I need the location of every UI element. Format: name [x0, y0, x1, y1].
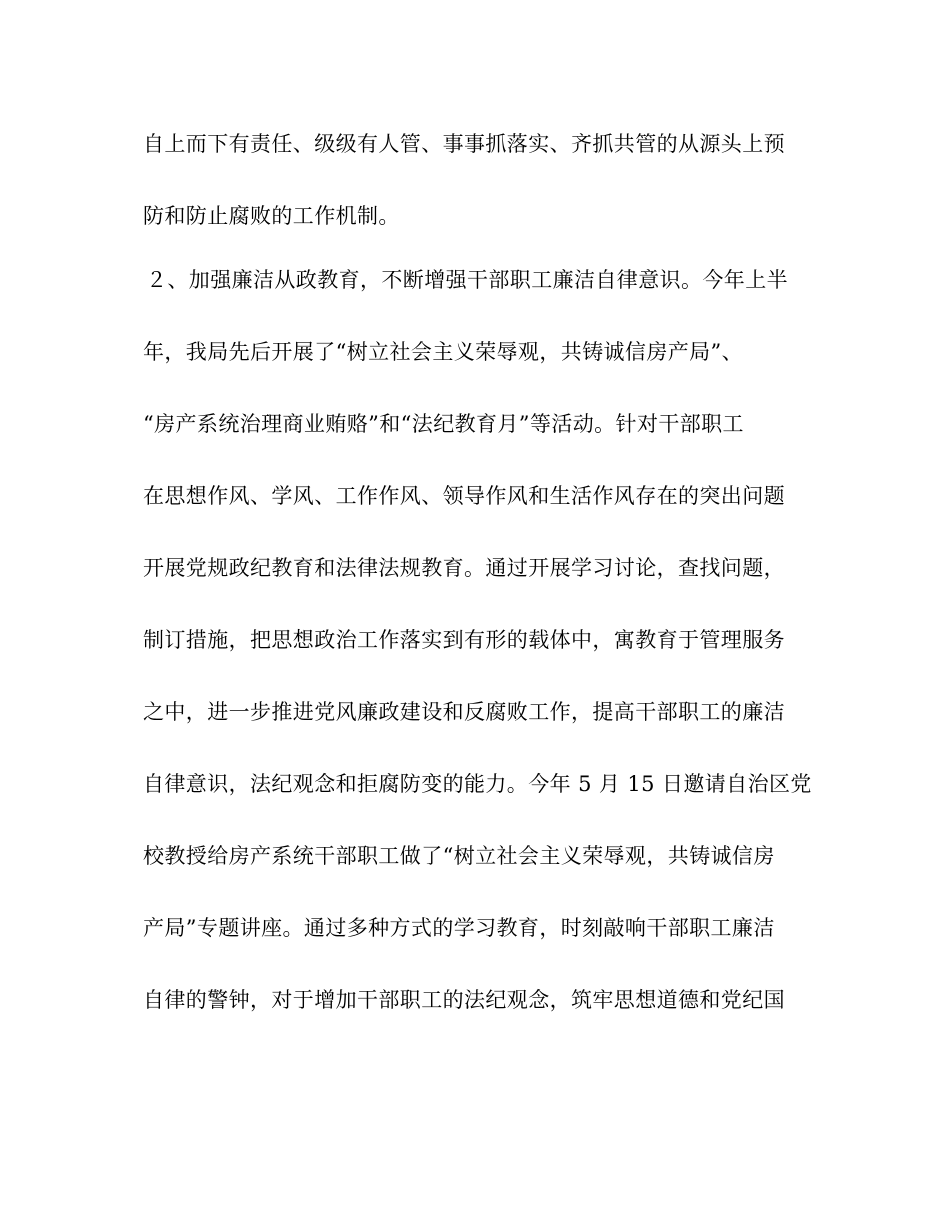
text-line: 自律的警钟，对于增加干部职工的法纪观念，筑牢思想道德和党纪国	[143, 988, 785, 1012]
text-line: 制订措施，把思想政治工作落实到有形的载体中，寓教育于管理服务	[143, 628, 785, 652]
text-line: 年，我局先后开展了“树立社会主义荣辱观，共铸诚信房产局”、	[143, 340, 744, 364]
text-line: 自律意识，法纪观念和拒腐防变的能力。今年 5 月 15 日邀请自治区党	[143, 772, 812, 796]
text-line: 校教授给房产系统干部职工做了“树立社会主义荣辱观，共铸诚信房	[143, 844, 775, 868]
text-line: 产局”专题讲座。通过多种方式的学习教育，时刻敲响干部职工廉洁	[143, 916, 775, 940]
text-line: 之中，进一步推进党风廉政建设和反腐败工作，提高干部职工的廉洁	[143, 700, 785, 724]
text-line: “房产系统治理商业贿赂”和“法纪教育月”等活动。针对干部职工	[143, 412, 744, 436]
text-line: ２、加强廉洁从政教育，不断增强干部职工廉洁自律意识。今年上半	[146, 268, 788, 292]
text-line: 防和防止腐败的工作机制。	[143, 204, 400, 228]
text-line: 开展党规政纪教育和法律法规教育。通过开展学习讨论，查找问题，	[143, 556, 785, 580]
text-line: 自上而下有责任、级级有人管、事事抓落实、齐抓共管的从源头上预	[143, 132, 785, 156]
text-line: 在思想作风、学风、工作作风、领导作风和生活作风存在的突出问题	[143, 484, 785, 508]
